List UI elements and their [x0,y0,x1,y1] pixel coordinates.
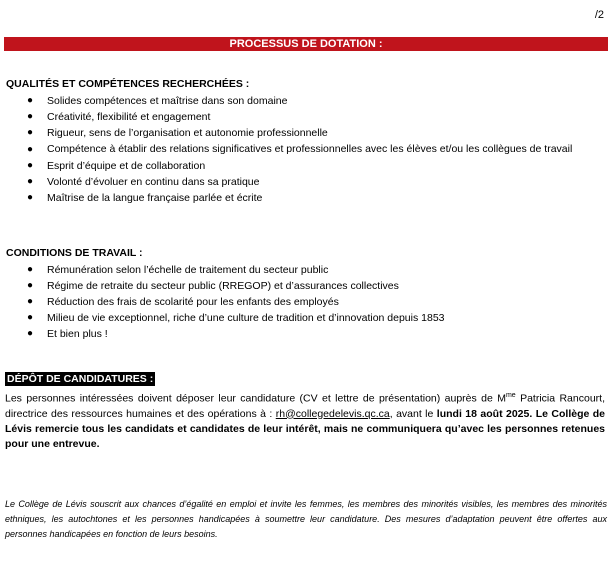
equal-opportunity-note: Le Collège de Lévis souscrit aux chances d’égalité en emploi et invite les femmes, les membres des minorités visibles, les membres des minorités ethniques, les autochtones et les personnes handicapées à soumettre leur candidature. Des mesures d’adaptation peuvent être offertes aux personnes handicapées en fonction de leurs besoins. [5,499,607,539]
bullet-icon: ● [27,264,34,275]
qualities-list [0,93,600,206]
bullet-icon: ● [27,111,34,122]
page-number: /2 [594,9,604,21]
list-item: ● Milieu de vie exceptionnel, riche d’une culture de tradition et d’innovation depuis 1853 [27,312,445,324]
deadline-date: lundi 18 août 2025 [436,407,530,420]
bullet-icon: ● [27,328,34,339]
conditions-list [0,262,600,342]
bullet-icon: ● [27,95,34,106]
bullet-icon: ● [27,144,34,155]
conditions-heading: CONDITIONS DE TRAVAIL : [6,247,143,259]
list-item: ● Régime de retraite du secteur public (RREGOP) et d’assurances collectives [27,280,399,292]
list-item: ● Créativité, flexibilité et engagement [27,111,211,123]
bullet-icon: ● [27,160,34,171]
list-item: ● Et bien plus ! [27,328,108,340]
bullet-icon: ● [27,296,34,307]
bullet-icon: ● [27,127,34,138]
list-item: ● Compétence à établir des relations significatives et professionnelles avec les élèves et/ou les collègues de travail [27,143,573,155]
bullet-icon: ● [27,280,34,291]
list-item: ● Réduction des frais de scolarité pour les enfants des employés [27,296,339,308]
depot-heading: DÉPÔT DE CANDIDATURES : [7,373,154,385]
list-item: ● Volonté d’évoluer en continu dans sa pratique [27,176,260,188]
section-banner: PROCESSUS DE DOTATION : [4,37,608,51]
email-link[interactable]: rh@collegedelevis.qc.ca [275,407,390,420]
bullet-icon: ● [27,312,34,323]
list-item: ● Esprit d’équipe et de collaboration [27,160,206,172]
list-item: ● Rigueur, sens de l’organisation et autonomie professionnelle [27,127,328,139]
depot-paragraph: Les personnes intéressées doivent déposer leur candidature (CV et lettre de présentation) auprès de $M^{me}$ Patricia Rancourt, directrice des ressources humaines et des opérations à : rh@collegedelevis.qc.ca, avant le lundi 18 août 2025. Le Collège de Lévis remercie tous les candidats et candidates de leur intérêt, mais ne communiquera qu’avec les personnes retenues pour une entrevue. [5,392,606,450]
qualities-heading: QUALITÉS ET COMPÉTENCES RECHERCHÉES : [6,78,250,90]
list-item: ● Maîtrise de la langue française parlée et écrite [27,192,263,204]
bullet-icon: ● [27,192,34,203]
bullet-icon: ● [27,176,34,187]
list-item: ● Solides compétences et maîtrise dans son domaine [27,95,288,107]
list-item: ● Rémunération selon l’échelle de traitement du secteur public [27,264,329,276]
